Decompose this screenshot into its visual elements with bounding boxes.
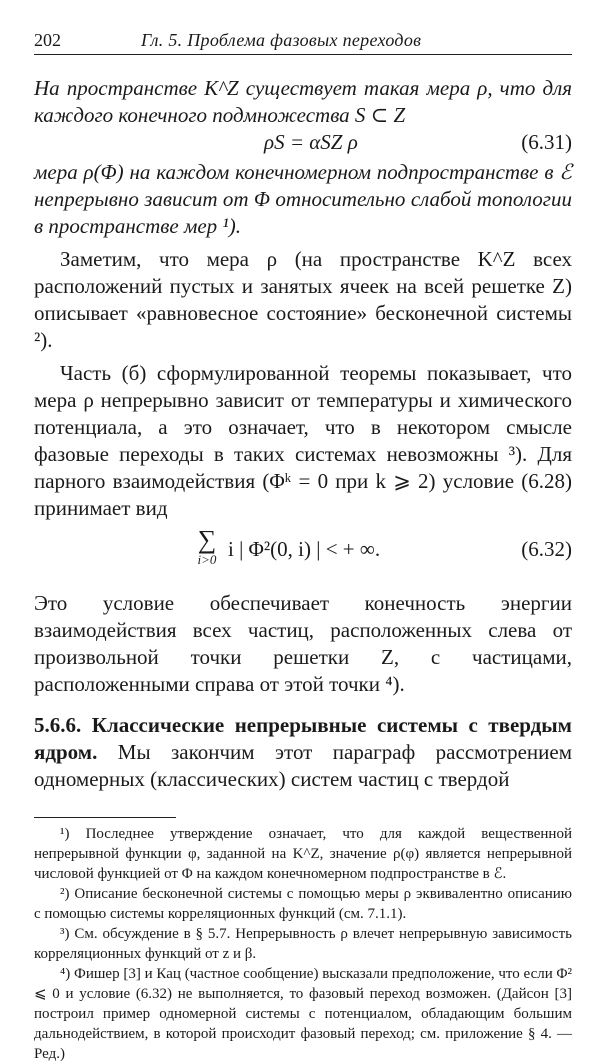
equation-6-32 (34, 525, 572, 590)
sum-symbol: ∑ i>0 (194, 530, 220, 570)
running-header (34, 28, 572, 55)
equation-6-31 (34, 129, 572, 159)
theorem-text-1: На пространстве K^Z существует такая мера ρ, что для каждого конечного подмножества S ⊂ Z (34, 76, 572, 127)
section-text: Мы закончим этот параграф рассмотрением одномерных (классических) систем частиц с твердой (34, 740, 572, 791)
equation-number: (6.32) (521, 537, 572, 561)
footnote-3: ³) См. обсуждение в § 5.7. Непрерывность ρ влечет непрерывную зависимость корреляционных функций от z и β. (34, 926, 572, 962)
sum-subscript: i>0 (197, 552, 217, 567)
footnote-4: ⁴) Фишер [3] и Кац (частное сообщение) высказали предположение, что если Φ² ⩽ 0 и условие (6.32) не выполняется, то фазовый переход возможен. (Дайсон [3] построил пример одномерной системы с потенциалом, обладающим большим дальнодействием, в которой происходит фазовый переход; см. приложение § 4. — Ред.) (34, 966, 572, 1062)
running-title: Гл. 5. Проблема фазовых переходов (141, 30, 422, 50)
equation-expression: ρS = αSZ ρ (264, 130, 358, 154)
theorem-text-2: мера ρ(Φ) на каждом конечномерном подпространстве в ℰ непрерывно зависит от Φ относительно слабой топологии в пространстве мер ¹). (34, 160, 572, 238)
footnote-2: ²) Описание бесконечной системы с помощью меры ρ эквивалентно описанию с помощью системы корреляционных функций (см. 7.1.1). (34, 886, 572, 922)
footnote-rule (34, 817, 176, 818)
book-page (34, 28, 572, 1064)
equation-number: (6.31) (521, 130, 572, 154)
equation-expression: i | Φ²(0, i) | < + ∞. (228, 537, 381, 561)
section-heading: 5.6.6. Классические непрерывные системы с твердым ядром. (34, 713, 572, 764)
footnote-1: ¹) Последнее утверждение означает, что для каждой вещественной непрерывной функции φ, заданной на K^Z, значение ρ(φ) является непрерывной числовой функцией от Φ на каждом конечномерном подпространстве в ℰ. (34, 826, 572, 882)
section-5-6-6 (34, 712, 572, 793)
main-text (34, 75, 572, 793)
paragraph-remark: Заметим, что мера ρ (на пространстве K^Z всех расположений пустых и занятых ячеек на всей решетке Z) описывает «равновесное состояние» бесконечной системы ²). (34, 247, 572, 352)
paragraph-part-b: Часть (б) сформулированной теоремы показывает, что мера ρ непрерывно зависит от температуры и химического потенциала, а это означает, что в некотором смысле фазовые переходы в таких системах невозможны ³). Для парного взаимодействия (Φᵏ = 0 при k ⩾ 2) условие (6.28) принимает вид (34, 361, 572, 520)
page-number: 202 (34, 30, 61, 50)
paragraph-energy: Это условие обеспечивает конечность энергии взаимодействия всех частиц, расположенных слева от произвольной точки решетки Z, с частицами, расположенными справа от этой точки ⁴). (34, 591, 572, 696)
footnotes (34, 824, 572, 1064)
